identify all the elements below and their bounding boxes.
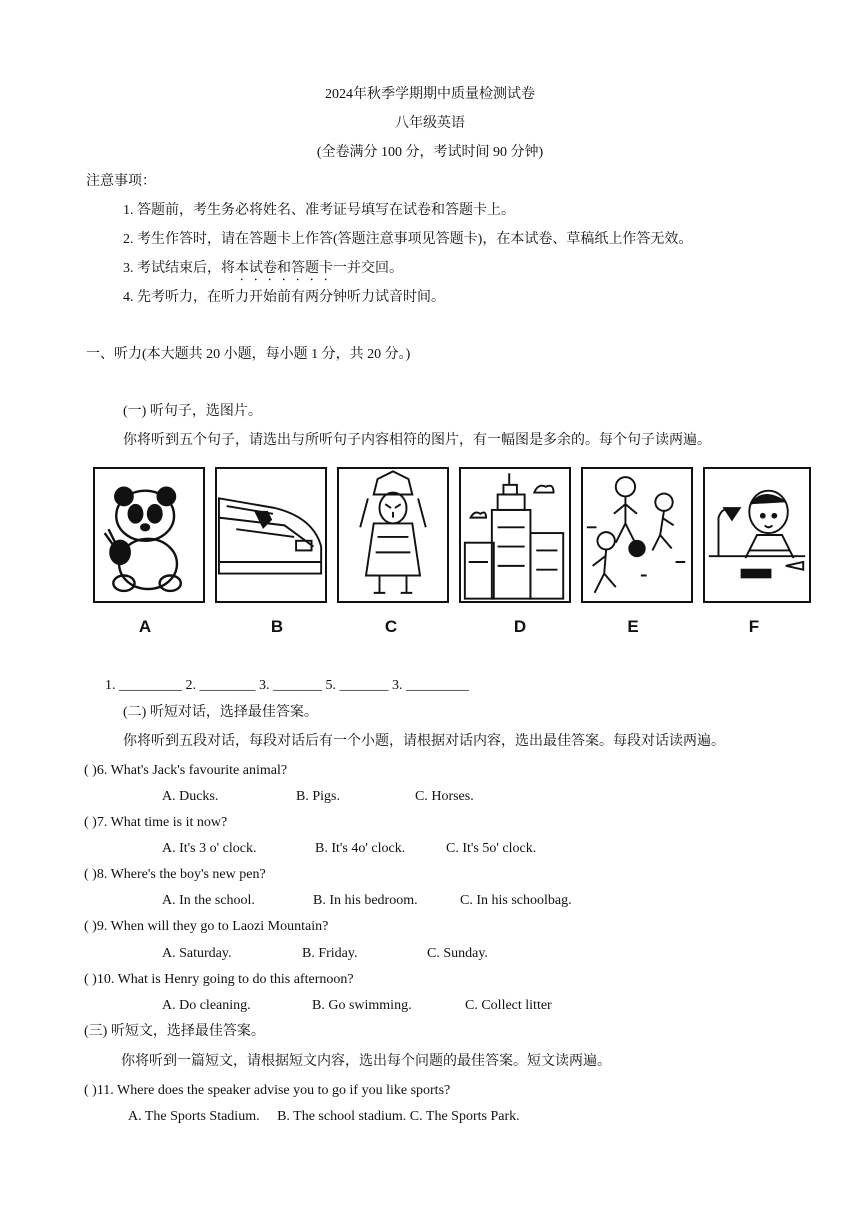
kids-soccer-icon bbox=[583, 469, 691, 601]
part3-title: (三) 听短文，选择最佳答案。 bbox=[84, 1024, 265, 1039]
question-7: ( )7. What time is it now? bbox=[84, 815, 228, 830]
note-item-1: 1. 答题前，考生务必将姓名、准考证号填写在试卷和答题卡上。 bbox=[123, 203, 515, 218]
question-6-option-b: B. Pigs. bbox=[296, 789, 340, 804]
note-item-2: 2. 考生作答时，请在答题卡上作答(答题注意事项见答题卡)，在本试卷、草稿纸上作答无效。 bbox=[123, 232, 693, 247]
picture-label-f: F bbox=[748, 617, 760, 636]
note-item-3 bbox=[123, 260, 403, 284]
city-building-icon bbox=[461, 469, 569, 601]
picture-label-c: C bbox=[384, 617, 398, 636]
question-10-option-b: B. Go swimming. bbox=[312, 998, 412, 1013]
picture-b bbox=[215, 467, 327, 603]
note-item-3-tail: 一并交回。 bbox=[333, 261, 403, 276]
part3-desc: 你将听到一篇短文，请根据短文内容，选出每个问题的最佳答案。短文读两遍。 bbox=[121, 1054, 611, 1069]
picture-f bbox=[703, 467, 811, 603]
section-heading: 一、听力(本大题共 20 小题，每小题 1 分，共 20 分。) bbox=[86, 347, 411, 362]
answer-blanks-line: 1. _________ 2. ________ 3. _______ 5. _______ 3. _________ bbox=[105, 678, 469, 693]
picture-e bbox=[581, 467, 693, 603]
part1-title: (一) 听句子，选图片。 bbox=[123, 404, 262, 419]
note-item-3-emphasis: 本试卷和答题卡 bbox=[235, 261, 333, 276]
notes-heading: 注意事项： bbox=[86, 174, 156, 189]
question-7-option-a: A. It's 3 o' clock. bbox=[162, 841, 257, 856]
question-7-option-c: C. It's 5o' clock. bbox=[446, 841, 537, 856]
question-10-option-c: C. Collect litter bbox=[465, 998, 552, 1013]
note-item-4: 4. 先考听力，在听力开始前有两分钟听力试音时间。 bbox=[123, 290, 445, 305]
picture-c bbox=[337, 467, 449, 603]
boy-reading-icon bbox=[705, 469, 809, 601]
question-6-option-c: C. Horses. bbox=[415, 789, 474, 804]
note-item-3-head: 3. 考试结束后，将 bbox=[123, 261, 235, 276]
question-9-option-b: B. Friday. bbox=[302, 946, 358, 961]
panda-icon bbox=[95, 469, 203, 601]
question-6-option-a: A. Ducks. bbox=[162, 789, 219, 804]
question-8: ( )8. Where's the boy's new pen? bbox=[84, 867, 266, 882]
picture-a bbox=[93, 467, 205, 603]
question-10: ( )10. What is Henry going to do this afternoon? bbox=[84, 972, 354, 987]
picture-label-a: A bbox=[138, 617, 152, 636]
train-icon bbox=[217, 469, 325, 601]
question-8-option-a: A. In the school. bbox=[162, 893, 255, 908]
picture-d bbox=[459, 467, 571, 603]
question-7-option-b: B. It's 4o' clock. bbox=[315, 841, 406, 856]
part2-desc: 你将听到五段对话，每段对话后有一个小题，请根据对话内容，选出最佳答案。每段对话读两遍。 bbox=[123, 734, 725, 749]
opera-figure-icon bbox=[339, 469, 447, 601]
exam-subtitle: 八年级英语 bbox=[395, 116, 465, 131]
question-10-option-a: A. Do cleaning. bbox=[162, 998, 251, 1013]
exam-info: (全卷满分 100 分，考试时间 90 分钟) bbox=[316, 145, 544, 160]
part2-title: (二) 听短对话，选择最佳答案。 bbox=[123, 705, 318, 720]
picture-label-e: E bbox=[627, 617, 639, 636]
part1-desc: 你将听到五个句子，请选出与所听句子内容相符的图片，有一幅图是多余的。每个句子读两遍。 bbox=[123, 433, 711, 448]
question-6: ( )6. What's Jack's favourite animal? bbox=[84, 763, 288, 778]
picture-label-b: B bbox=[270, 617, 284, 636]
question-8-option-b: B. In his bedroom. bbox=[313, 893, 418, 908]
question-9-option-a: A. Saturday. bbox=[162, 946, 232, 961]
picture-label-d: D bbox=[513, 617, 527, 636]
question-9: ( )9. When will they go to Laozi Mountain? bbox=[84, 919, 329, 934]
exam-title: 2024年秋季学期期中质量检测试卷 bbox=[325, 87, 535, 102]
question-9-option-c: C. Sunday. bbox=[427, 946, 488, 961]
question-11-options: A. The Sports Stadium. B. The school stadium. C. The Sports Park. bbox=[128, 1109, 520, 1124]
question-8-option-c: C. In his schoolbag. bbox=[460, 893, 572, 908]
question-11: ( )11. Where does the speaker advise you to go if you like sports? bbox=[84, 1083, 451, 1098]
